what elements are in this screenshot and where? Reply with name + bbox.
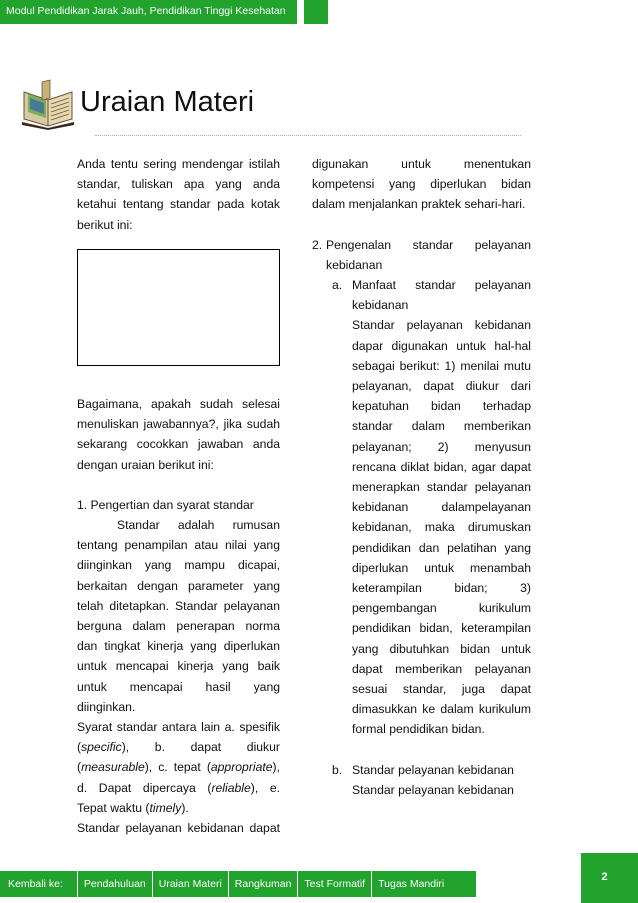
page-title: Uraian Materi <box>80 86 255 118</box>
nav-link-tugas-mandiri[interactable]: Tugas Mandiri <box>371 871 450 897</box>
open-book-icon <box>20 78 76 130</box>
nav-link-rangkuman[interactable]: Rangkuman <box>228 871 298 897</box>
standard-definition: Standar adalah rumusan tentang penampilan atau nilai yang diinginkan yang mampu dicapai, berkaitan dengan parameter yang telah ditetapkan. Standar pelayanan berguna dalam penerapan norma dan tingkat kinerja yang diperlukan untuk mencapai kinerja yang baik untuk mencapai hasil yang diinginkan. <box>77 518 280 714</box>
item2a-label: a. <box>332 278 343 293</box>
module-title-bar <box>0 0 297 24</box>
question-paragraph: Bagaimana, apakah sudah selesai menuliskan jawabannya?, jika sudah sekarang cocokkan jawaban anda dengan uraian berikut ini: <box>77 397 280 472</box>
item2b-heading: Standar pelayanan kebidanan <box>352 762 514 777</box>
left-column-body <box>77 394 280 838</box>
nav-link-uraian-materi[interactable]: Uraian Materi <box>152 871 228 897</box>
left-column-intro <box>77 154 280 235</box>
item2 <box>312 235 531 275</box>
page-number-box <box>581 853 638 903</box>
item2a <box>312 275 531 740</box>
nav-link-pendahuluan[interactable]: Pendahuluan <box>77 871 152 897</box>
standard-requirements: Syarat standar antara lain a. spesifik (specific), b. dapat diukur (measurable), c. tepat (appropriate), d. Dapat dipercaya (reliable), e. Tepat waktu (timely). <box>77 720 280 815</box>
left-last-line: Standar pelayanan kebidanan dapat <box>77 821 280 836</box>
item2b <box>312 760 531 800</box>
item1-heading: 1. Pengertian dan syarat standar <box>77 497 254 512</box>
continuation-paragraph: digunakan untuk menentukan kompetensi yang diperlukan bidan dalam menjalankan praktek sehari-hari. <box>312 157 531 212</box>
header-accent-square <box>304 0 328 24</box>
item2b-label: b. <box>332 762 343 777</box>
item2a-heading: Manfaat standar pelayanan kebidanan <box>352 278 531 313</box>
item2-number: 2. <box>312 237 323 252</box>
page-number: 2 <box>601 871 608 883</box>
item2b-body: Standar pelayanan kebidanan <box>352 782 514 797</box>
nav-link-test-formatif[interactable]: Test Formatif <box>297 871 371 897</box>
item2a-body: Standar pelayanan kebidanan dapar digunakan untuk hal-hal sebagai berikut: 1) menilai mutu pelayanan, dapat diukur dari kepatuhan bidan terhadap standar dalam memberikan pelayanan; 2) menyusun rencana diklat bidan, agar dapat menerapkan standar pelayanan kebidanan dalampelayanan kebidanan, maka dirumuskan pendidikan dan pelatihan yang diperlukan untuk menambah keterampilan bidan; 3) pengembangan kurikulum pendidikan bidan, keterampilan yang dibutuhkan bidan untuk dapat memberikan pelayanan sesuai standar, juga dapat dimasukkan ke dalam kurikulum formal pendidikan bidan. <box>352 318 531 737</box>
intro-paragraph: Anda tentu sering mendengar istilah standar, tuliskan apa yang anda ketahui tentang standar pada kotak berikut ini: <box>77 157 280 232</box>
module-title: Modul Pendidikan Jarak Jauh, Pendidikan Tinggi Kesehatan <box>6 5 286 17</box>
title-divider <box>95 135 521 136</box>
answer-box[interactable] <box>77 249 280 366</box>
right-column <box>312 154 531 800</box>
footer-nav-bar <box>0 871 476 897</box>
back-to-label: Kembali ke: <box>8 878 63 890</box>
item2-heading: Pengenalan standar pelayanan kebidanan <box>326 237 531 272</box>
